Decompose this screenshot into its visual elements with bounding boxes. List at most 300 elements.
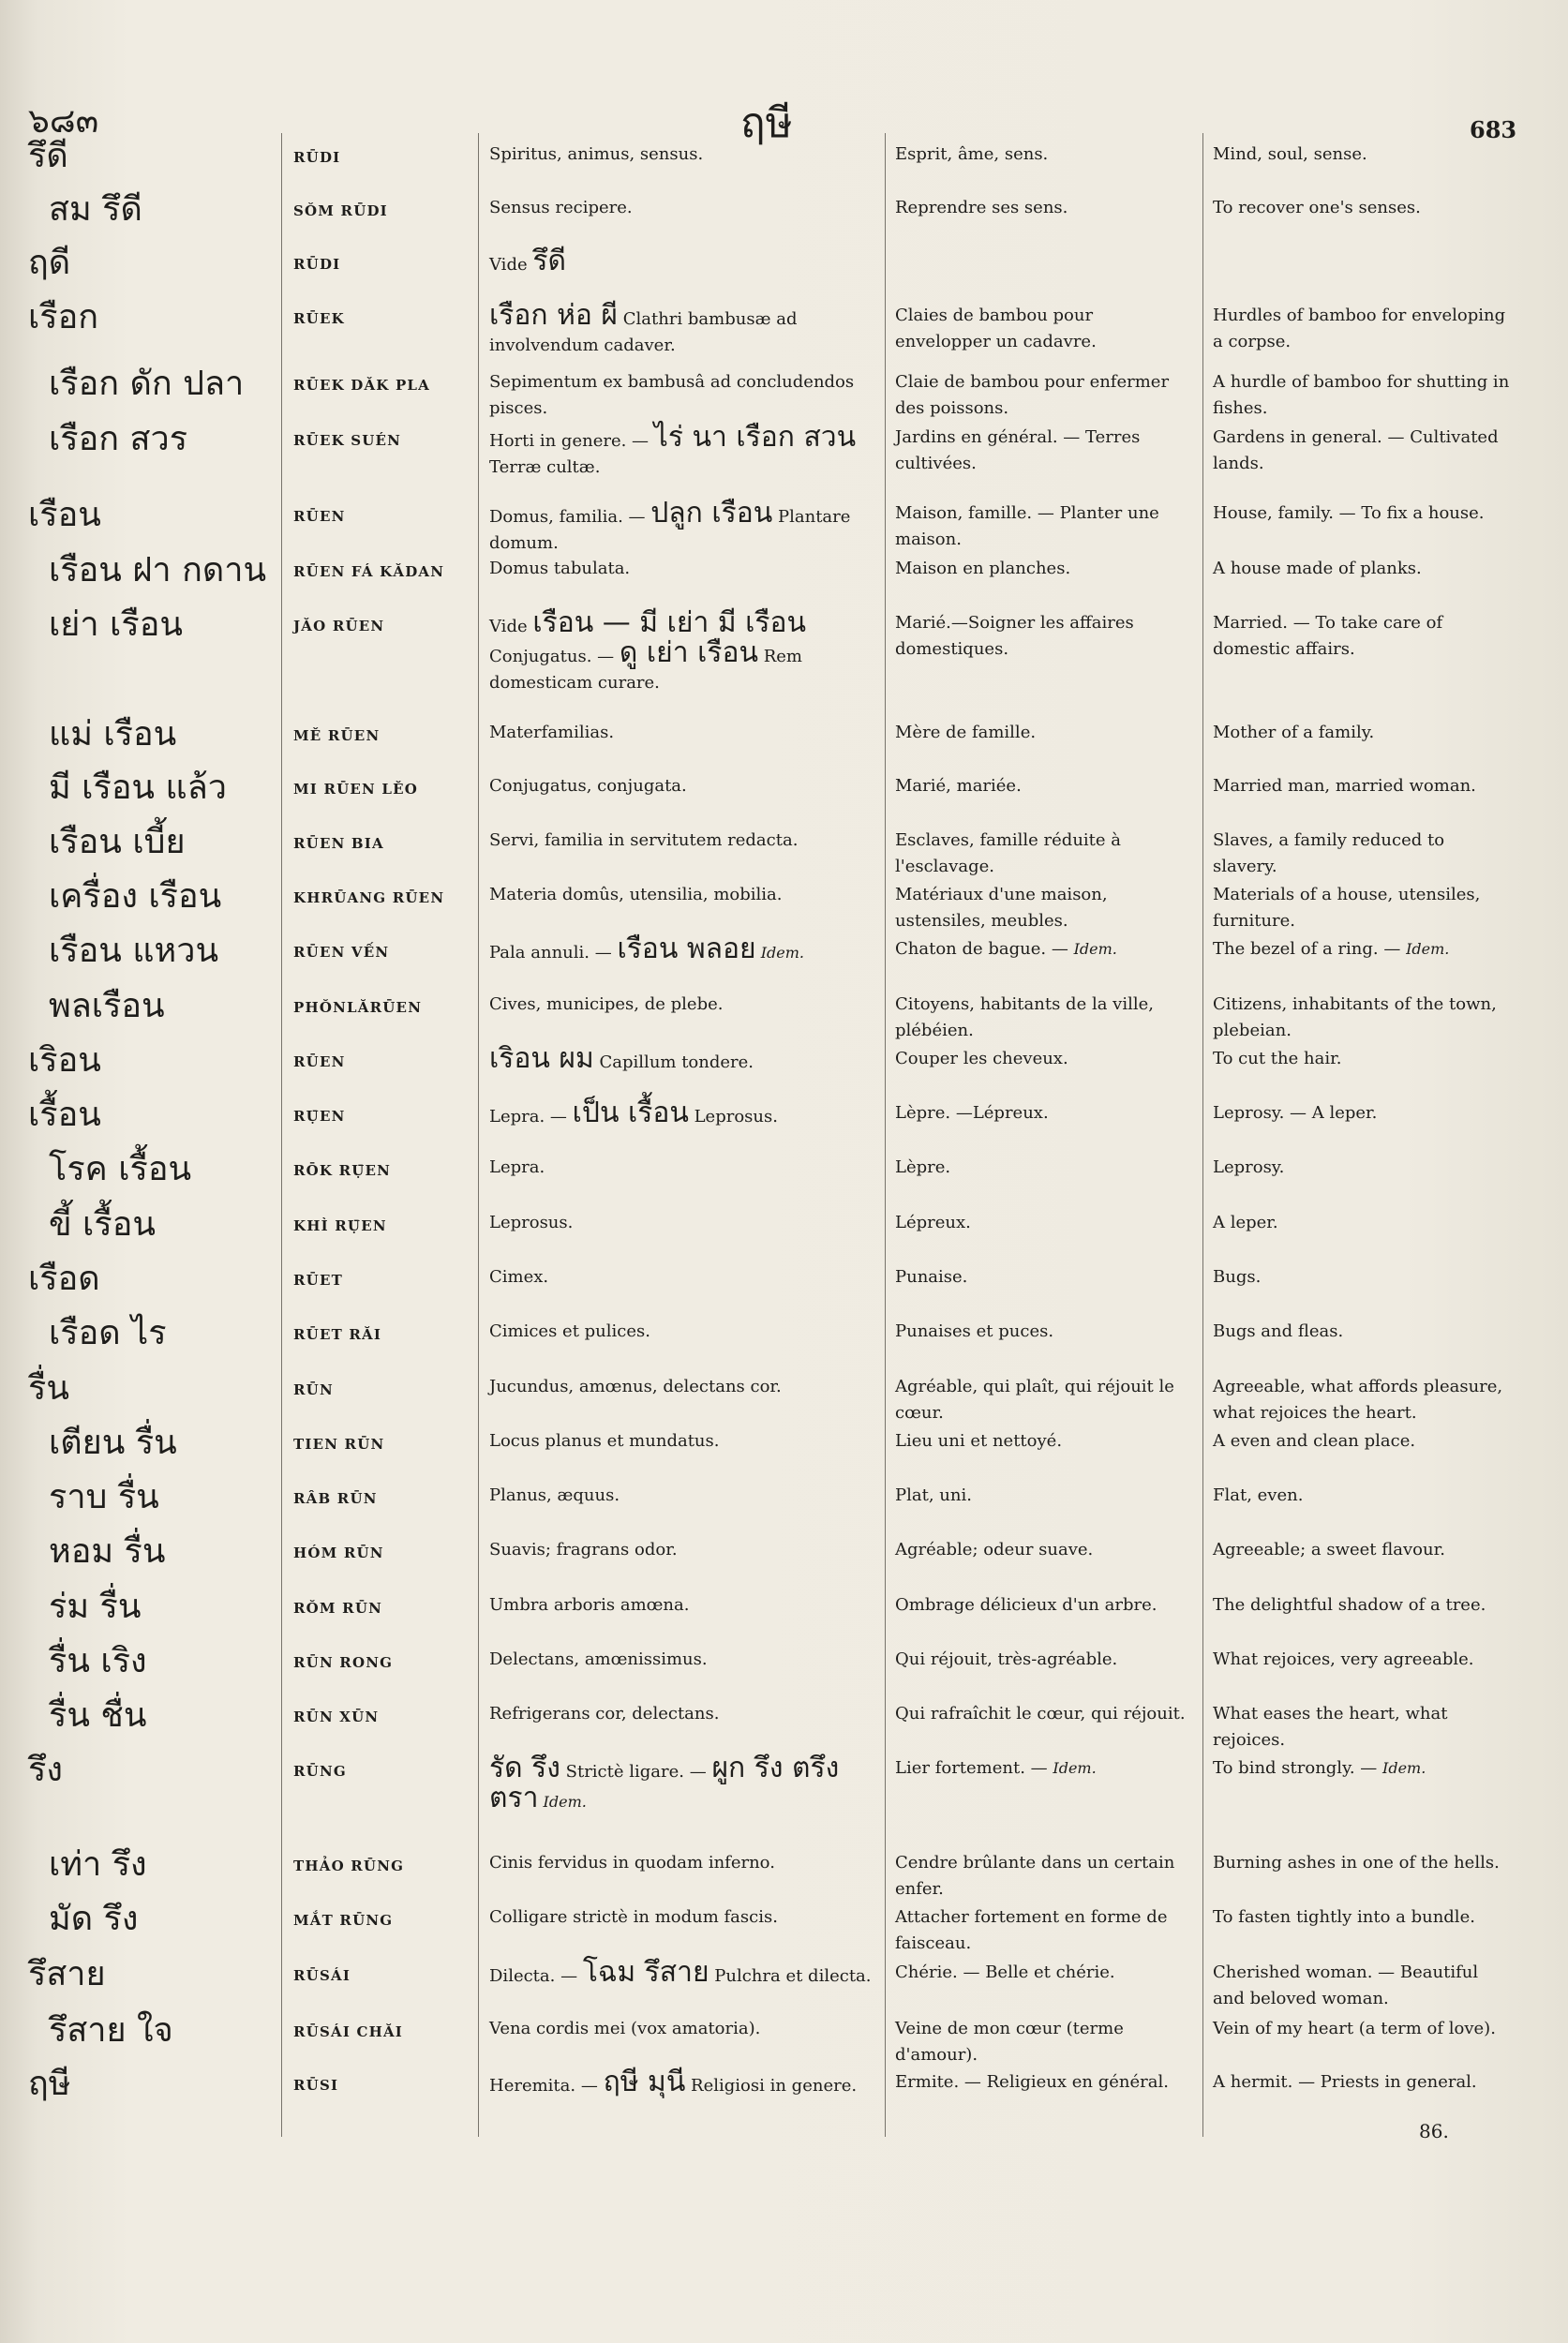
gloss-text: Slaves, a family reduced to slavery. — [1213, 830, 1445, 876]
gloss-text: Planus, æquus. — [489, 1485, 620, 1505]
thai-headword: ฤษี — [28, 2065, 71, 2103]
french-definition — [895, 1592, 1193, 1619]
thai-headword: พลเรือน — [49, 987, 165, 1025]
thai-headword: ฤดี — [28, 244, 71, 282]
french-definition — [895, 500, 1193, 553]
idem-note: Idem. — [755, 944, 804, 962]
column-rule — [885, 133, 886, 2137]
latin-definition — [489, 1537, 877, 1563]
english-definition — [1213, 1904, 1513, 1931]
gloss-text: Hurdles of bamboo for enveloping a corpse. — [1213, 306, 1506, 351]
latin-definition — [489, 1155, 877, 1181]
gloss-text: Terræ cultæ. — [489, 457, 601, 477]
transliteration: TIEN RŪN — [293, 1436, 385, 1453]
latin-definition — [489, 720, 877, 746]
thai-example: ผูก รึง ตรึง ตรา — [489, 1752, 840, 1814]
gloss-text: What eases the heart, what rejoices. — [1213, 1704, 1448, 1750]
gloss-text: Cinis fervidus in quodam inferno. — [489, 1853, 775, 1873]
thai-example: รัด รึง — [489, 1752, 560, 1784]
thai-example: โฉม รึสาย — [582, 1956, 709, 1989]
gloss-text: Pala annuli. — — [489, 943, 618, 963]
gloss-text: Marié.—Soigner les affaires domestiques. — [895, 613, 1134, 659]
thai-headword: รึดี — [28, 137, 68, 175]
thai-headword: สม รึดี — [49, 190, 142, 229]
french-definition — [895, 1960, 1193, 1986]
latin-definition — [489, 1264, 877, 1291]
latin-definition — [489, 1042, 877, 1076]
latin-definition — [489, 142, 877, 168]
gloss-text: Leprosus. — [489, 1213, 574, 1232]
idem-note: Idem. — [1073, 940, 1117, 958]
thai-headword: ราบ รื่น — [49, 1478, 159, 1516]
gloss-text: Agreeable, what affords pleasure, what rejoices the heart. — [1213, 1377, 1503, 1423]
latin-definition — [489, 1647, 877, 1673]
gloss-text: Vein of my heart (a term of love). — [1213, 2019, 1496, 2038]
thai-headword: รึสาย ใจ — [49, 2011, 173, 2050]
english-definition — [1213, 992, 1513, 1044]
gloss-text: Lepra. — — [489, 1107, 573, 1127]
thai-headword: เครื่อง เรือน — [49, 877, 222, 916]
transliteration: RŪEK DǍK PLA — [293, 377, 431, 394]
transliteration: RŪN XŪN — [293, 1709, 380, 1725]
french-definition — [895, 2069, 1193, 2096]
english-definition — [1213, 773, 1513, 799]
gloss-text: Agréable; odeur suave. — [895, 1540, 1094, 1560]
transliteration: RŪEK SUÉN — [293, 432, 402, 449]
gloss-text: Bugs and fleas. — [1213, 1321, 1344, 1341]
english-definition — [1213, 610, 1513, 663]
french-definition — [895, 195, 1193, 221]
gloss-text: Cherished woman. — Beautiful and beloved woman. — [1213, 1962, 1479, 2008]
english-definition — [1213, 1850, 1513, 1876]
gloss-text: Married. — To take care of domestic affairs. — [1213, 613, 1443, 659]
english-definition — [1213, 1960, 1513, 2012]
latin-definition — [489, 1319, 877, 1345]
french-definition — [895, 1850, 1193, 1903]
english-definition — [1213, 882, 1513, 934]
gloss-text: Agreeable; a sweet flavour. — [1213, 1540, 1445, 1560]
gloss-text: Claies de bambou pour envelopper un cadavre. — [895, 306, 1097, 351]
thai-headword: ขี้ เรื้อน — [49, 1205, 156, 1244]
thai-headword: เริอน — [28, 1041, 101, 1080]
french-definition — [895, 1210, 1193, 1236]
gloss-text: Citoyens, habitants de la ville, plébéien. — [895, 994, 1154, 1040]
english-definition — [1213, 1374, 1513, 1426]
transliteration: RÂB RŪN — [293, 1490, 378, 1507]
latin-definition — [489, 299, 877, 359]
transliteration: RŪEN BIA — [293, 835, 384, 852]
gloss-text: Plat, uni. — [895, 1485, 972, 1505]
thai-headword: รึง — [28, 1751, 63, 1789]
transliteration: RŪNG — [293, 1763, 347, 1780]
latin-definition — [489, 1483, 877, 1509]
gloss-text: Cimices et pulices. — [489, 1321, 650, 1341]
gloss-text: To recover one's senses. — [1213, 198, 1421, 217]
english-definition — [1213, 1155, 1513, 1181]
gloss-text: Conjugatus, conjugata. — [489, 776, 687, 796]
thai-headword: เท่า รึง — [49, 1845, 147, 1884]
transliteration: KHÌ RỤ̄EN — [293, 1217, 387, 1234]
thai-example: เรือน พลอย — [617, 933, 756, 965]
gloss-text: Dilecta. — — [489, 1966, 583, 1986]
idem-note: Idem. — [1406, 940, 1450, 958]
gloss-text: Lèpre. —Lépreux. — [895, 1103, 1049, 1123]
english-definition — [1213, 1483, 1513, 1509]
english-definition — [1213, 1264, 1513, 1291]
gloss-text: Matériaux d'une maison, ustensiles, meubles. — [895, 885, 1108, 931]
latin-definition — [489, 773, 877, 799]
thai-headword: เรือก สวร — [49, 420, 188, 458]
english-definition — [1213, 1647, 1513, 1673]
thai-headword: หอม รื่น — [49, 1532, 166, 1571]
gloss-text: Locus planus et mundatus. — [489, 1431, 720, 1451]
thai-headword: มัด รึง — [49, 1900, 139, 1938]
transliteration: MẮT RŪNG — [293, 1912, 394, 1929]
transliteration: KHRŪANG RŪEN — [293, 889, 445, 906]
french-definition — [895, 2016, 1193, 2068]
signature-mark: 86. — [1419, 2120, 1449, 2142]
thai-headword: โรค เรื้อน — [49, 1150, 192, 1188]
transliteration: PHŎNLĂRŪEN — [293, 999, 423, 1016]
thai-headword: เย่า เรือน — [49, 605, 183, 644]
transliteration: RŪN RONG — [293, 1654, 394, 1671]
english-definition — [1213, 828, 1513, 880]
transliteration: SǑM RŪDI — [293, 202, 388, 219]
french-definition — [895, 1701, 1193, 1727]
gloss-text: Couper les cheveux. — [895, 1049, 1068, 1068]
gloss-text: Suavis; fragrans odor. — [489, 1540, 678, 1560]
thai-headword: เรือก — [28, 298, 99, 336]
gloss-text: Cendre brûlante dans un certain enfer. — [895, 1853, 1175, 1899]
latin-definition — [489, 245, 877, 278]
latin-definition — [489, 497, 877, 557]
gloss-text: Citizens, inhabitants of the town, plebeian. — [1213, 994, 1497, 1040]
gloss-text: Married man, married woman. — [1213, 776, 1476, 796]
french-definition — [895, 1155, 1193, 1181]
english-definition — [1213, 2069, 1513, 2096]
latin-definition — [489, 882, 877, 908]
thai-example: เรือก ห่อ ผี — [489, 299, 618, 332]
gloss-text: Chaton de bague. — — [895, 939, 1074, 959]
french-definition — [895, 142, 1193, 168]
thai-headword: เรื้อน — [28, 1096, 101, 1134]
transliteration: RŪEK — [293, 310, 345, 327]
gloss-text: Colligare strictè in modum fascis. — [489, 1907, 778, 1927]
gloss-text: Domus, familia. — — [489, 507, 651, 527]
thai-example: เริอน ผม — [489, 1042, 594, 1075]
gloss-text: Rem domesticam curare. — [489, 647, 802, 693]
column-rule — [478, 133, 479, 2137]
gloss-text: Materials of a house, utensiles, furniture. — [1213, 885, 1481, 931]
column-rule — [281, 133, 282, 2137]
gloss-text: Religiosi in genere. — [685, 2076, 858, 2096]
gloss-text: The delightful shadow of a tree. — [1213, 1595, 1486, 1615]
french-definition — [895, 369, 1193, 422]
thai-example: ไร่ นา เรือก สวน — [653, 421, 857, 454]
transliteration: RŪDI — [293, 256, 341, 273]
transliteration: RŌK RỤ̄EN — [293, 1162, 392, 1179]
transliteration: RŪSÁI CHĂI — [293, 2023, 404, 2040]
gloss-text: Burning ashes in one of the hells. — [1213, 1853, 1500, 1873]
gloss-text: Mother of a family. — [1213, 723, 1375, 742]
latin-definition — [489, 828, 877, 854]
gloss-text: House, family. — To fix a house. — [1213, 503, 1485, 523]
gloss-text: Qui rafraîchit le cœur, qui réjouit. — [895, 1704, 1186, 1724]
thai-example: ดู เย่า เรือน — [619, 636, 758, 669]
thai-headword: เตียน รื่น — [49, 1424, 177, 1462]
french-definition — [895, 1904, 1193, 1957]
french-definition — [895, 1046, 1193, 1072]
french-definition — [895, 1319, 1193, 1345]
gloss-text: What rejoices, very agreeable. — [1213, 1649, 1474, 1669]
latin-definition — [489, 421, 877, 481]
column-rule — [1202, 133, 1203, 2137]
transliteration: HÓM RŪN — [293, 1545, 384, 1561]
gloss-text: Marié, mariée. — [895, 776, 1022, 796]
gloss-text: Agréable, qui plaît, qui réjouit le cœur. — [895, 1377, 1174, 1423]
english-definition — [1213, 500, 1513, 527]
gloss-text: Domus tabulata. — [489, 559, 631, 578]
gloss-text: Attacher fortement en forme de faisceau. — [895, 1907, 1168, 1953]
latin-definition — [489, 992, 877, 1018]
latin-definition — [489, 1592, 877, 1619]
page-number: 683 — [1470, 116, 1517, 143]
gloss-text: Pulchra et dilecta. — [709, 1966, 872, 1986]
latin-definition — [489, 1097, 877, 1130]
gloss-text: To bind strongly. — — [1213, 1758, 1383, 1778]
latin-definition — [489, 1210, 877, 1236]
gloss-text: Cives, municipes, de plebe. — [489, 994, 724, 1014]
gloss-text: Vide — [489, 617, 533, 636]
french-definition — [895, 303, 1193, 355]
transliteration: RŪSÁI — [293, 1967, 351, 1984]
gloss-text: Horti in genere. — — [489, 431, 654, 451]
transliteration: RŪEN VẾN — [293, 944, 390, 961]
gloss-text: Cimex. — [489, 1267, 549, 1287]
transliteration: RỤ̄EN — [293, 1108, 346, 1125]
gloss-text: Qui réjouit, très-agréable. — [895, 1649, 1118, 1669]
latin-definition — [489, 1374, 877, 1400]
transliteration: RŪEN — [293, 508, 346, 525]
transliteration: JǍO RŪEN — [293, 618, 385, 634]
gloss-text: Jucundus, amœnus, delectans cor. — [489, 1377, 782, 1396]
english-definition — [1213, 936, 1513, 963]
gloss-text: Lieu uni et nettoyé. — [895, 1431, 1063, 1451]
english-definition — [1213, 1100, 1513, 1127]
gloss-text: Sensus recipere. — [489, 198, 633, 217]
gloss-text: Sepimentum ex bambusâ ad concludendos pisces. — [489, 372, 855, 418]
thai-headword: รื่น ชื่น — [49, 1696, 147, 1735]
gloss-text: Plantare domum. — [489, 507, 851, 553]
french-definition — [895, 1647, 1193, 1673]
english-definition — [1213, 1592, 1513, 1619]
gloss-text: Claie de bambou pour enfermer des poissons. — [895, 372, 1170, 418]
gloss-text: Servi, familia in servitutem redacta. — [489, 830, 799, 850]
thai-headword: เรือน เบี้ย — [49, 823, 186, 861]
gloss-text: A hurdle of bamboo for shutting in fishes. — [1213, 372, 1510, 418]
thai-headword: แม่ เรือน — [49, 715, 177, 754]
latin-definition — [489, 1904, 877, 1931]
english-definition — [1213, 1537, 1513, 1563]
french-definition — [895, 1537, 1193, 1563]
english-definition — [1213, 2016, 1513, 2042]
thai-example: ปลูก เรือน — [650, 497, 773, 530]
gloss-text: Maison en planches. — [895, 559, 1071, 578]
french-definition — [895, 425, 1193, 477]
gloss-text: The bezel of a ring. — — [1213, 939, 1407, 959]
gloss-text: Spiritus, animus, sensus. — [489, 144, 704, 164]
english-definition — [1213, 303, 1513, 355]
french-definition — [895, 1100, 1193, 1127]
french-definition — [895, 1428, 1193, 1455]
latin-definition — [489, 1701, 877, 1727]
gloss-text: Esprit, âme, sens. — [895, 144, 1049, 164]
thai-example: ฤษี มุนี — [603, 2066, 686, 2098]
french-definition — [895, 1374, 1193, 1426]
latin-definition — [489, 2016, 877, 2042]
gloss-text: Bugs. — [1213, 1267, 1262, 1287]
gloss-text: Chérie. — Belle et chérie. — [895, 1962, 1115, 1982]
gloss-text: Strictè ligare. — — [560, 1762, 712, 1782]
french-definition — [895, 1483, 1193, 1509]
gloss-text: A hermit. — Priests in general. — [1213, 2072, 1477, 2092]
gloss-text: To fasten tightly into a bundle. — [1213, 1907, 1475, 1927]
english-definition — [1213, 1210, 1513, 1236]
gloss-text: Lier fortement. — — [895, 1758, 1053, 1778]
latin-definition — [489, 556, 877, 582]
gloss-text: A leper. — [1213, 1213, 1278, 1232]
transliteration: RŪN — [293, 1381, 334, 1398]
latin-definition — [489, 933, 877, 966]
gloss-text: Leprosy. — A leper. — [1213, 1103, 1378, 1123]
thai-headword: รื่น เริง — [49, 1642, 147, 1680]
idem-note: Idem. — [1382, 1759, 1426, 1777]
latin-definition — [489, 369, 877, 422]
french-definition — [895, 828, 1193, 880]
thai-headword: มี เรือน แล้ว — [49, 769, 227, 807]
latin-definition — [489, 1956, 877, 1990]
english-definition — [1213, 1755, 1513, 1782]
transliteration: RŪSI — [293, 2077, 339, 2094]
french-definition — [895, 992, 1193, 1044]
idem-note: Idem. — [1053, 1759, 1097, 1777]
gloss-text: Refrigerans cor, delectans. — [489, 1704, 720, 1724]
idem-note: Idem. — [538, 1793, 587, 1811]
gloss-text: Lèpre. — [895, 1157, 951, 1177]
thai-headword: เรือด — [28, 1260, 100, 1298]
latin-definition — [489, 195, 877, 221]
thai-headword: เรือน — [28, 496, 101, 534]
latin-definition — [489, 1428, 877, 1455]
thai-example: รึดี — [532, 245, 566, 277]
english-definition — [1213, 1701, 1513, 1754]
latin-definition — [489, 1850, 877, 1876]
french-definition — [895, 1755, 1193, 1782]
gloss-text: Ombrage délicieux d'un arbre. — [895, 1595, 1157, 1615]
english-definition — [1213, 425, 1513, 477]
transliteration: RŪEN — [293, 1053, 346, 1070]
thai-headword: เรือก ดัก ปลา — [49, 365, 245, 403]
gloss-text: A even and clean place. — [1213, 1431, 1416, 1451]
gloss-text: Veine de mon cœur (terme d'amour). — [895, 2019, 1124, 2065]
transliteration: RŎM RŪN — [293, 1600, 383, 1617]
gloss-text: Reprendre ses sens. — [895, 198, 1068, 217]
gloss-text: Ermite. — Religieux en général. — [895, 2072, 1169, 2092]
gloss-text: Leprosy. — [1213, 1157, 1285, 1177]
english-definition — [1213, 369, 1513, 422]
french-definition — [895, 773, 1193, 799]
thai-headword: รื่น — [28, 1369, 69, 1408]
gloss-text: Umbra arboris amœna. — [489, 1595, 690, 1615]
gloss-text: Flat, even. — [1213, 1485, 1304, 1505]
transliteration: MĚ RŪEN — [293, 727, 381, 744]
thai-headword: เรือน ฝา กดาน — [49, 551, 267, 589]
french-definition — [895, 1264, 1193, 1291]
english-definition — [1213, 1319, 1513, 1345]
gloss-text: Leprosus. — [688, 1107, 778, 1127]
gloss-text: Mind, soul, sense. — [1213, 144, 1367, 164]
gloss-text: Esclaves, famille réduite à l'esclavage. — [895, 830, 1122, 876]
thai-headword: รึสาย — [28, 1955, 106, 1993]
transliteration: RŪET RĂI — [293, 1326, 382, 1343]
transliteration: RŪDI — [293, 149, 341, 166]
latin-definition — [489, 606, 877, 696]
french-definition — [895, 936, 1193, 963]
english-definition — [1213, 1428, 1513, 1455]
thai-headword: เรือด ไร — [49, 1314, 167, 1352]
gloss-text: Conjugatus. — — [489, 647, 620, 666]
gloss-text: Clathri bambusæ ad involvendum cadaver. — [489, 309, 798, 355]
gloss-text: To cut the hair. — [1213, 1049, 1342, 1068]
gloss-text: Maison, famille. — Planter une maison. — [895, 503, 1159, 549]
gloss-text: Capillum tondere. — [593, 1052, 754, 1072]
transliteration: RŪET — [293, 1272, 343, 1289]
gloss-text: Vena cordis mei (vox amatoria). — [489, 2019, 761, 2038]
gloss-text: Vide — [489, 255, 533, 275]
french-definition — [895, 556, 1193, 582]
transliteration: MI RŪEN LĚO — [293, 781, 419, 798]
gloss-text: Mère de famille. — [895, 723, 1037, 742]
latin-definition — [489, 2066, 877, 2099]
gloss-text: Lépreux. — [895, 1213, 971, 1232]
gloss-text: Materia domûs, utensilia, mobilia. — [489, 885, 783, 904]
running-head: ฤษี — [740, 99, 793, 147]
gloss-text: Punaises et puces. — [895, 1321, 1054, 1341]
gloss-text: Delectans, amœnissimus. — [489, 1649, 708, 1669]
gloss-text: Punaise. — [895, 1267, 968, 1287]
english-definition — [1213, 720, 1513, 746]
gloss-text: Gardens in general. — Cultivated lands. — [1213, 427, 1499, 473]
transliteration: RŪEN FÁ KǍDAN — [293, 563, 445, 580]
latin-definition — [489, 1752, 877, 1815]
english-definition — [1213, 556, 1513, 582]
gloss-text: Jardins en général. — Terres cultivées. — [895, 427, 1141, 473]
french-definition — [895, 882, 1193, 934]
thai-example: เรือน — มี เย่า มี เรือน — [532, 606, 807, 639]
english-definition — [1213, 1046, 1513, 1072]
transliteration: THẢO RŪNG — [293, 1858, 405, 1874]
gloss-text: Heremita. — — [489, 2076, 604, 2096]
gloss-text: Materfamilias. — [489, 723, 615, 742]
gloss-text: A house made of planks. — [1213, 559, 1422, 578]
french-definition — [895, 720, 1193, 746]
english-definition — [1213, 142, 1513, 168]
thai-example: เป็น เรื้อน — [572, 1097, 689, 1129]
gloss-text: Lepra. — [489, 1157, 545, 1177]
thai-headword: เรือน แหวน — [49, 932, 219, 970]
page-number-thai: ๖๘๓ — [28, 102, 99, 141]
thai-headword: ร่ม รื่น — [49, 1588, 142, 1626]
